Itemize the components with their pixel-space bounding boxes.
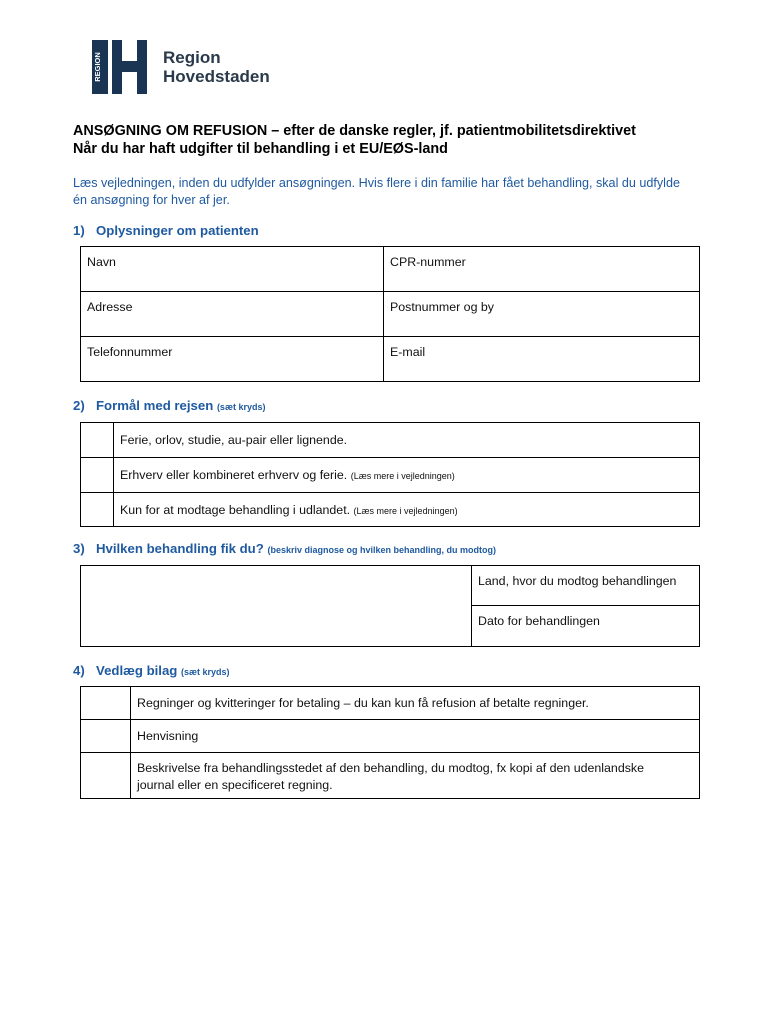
- purpose-label: Ferie, orlov, studie, au-pair eller lignende.: [120, 433, 348, 447]
- land-field[interactable]: [472, 566, 700, 606]
- purpose-note: (Læs mere i vejledningen): [353, 506, 458, 516]
- postnummer-field[interactable]: [384, 292, 700, 337]
- purpose-checkbox-erhverv[interactable]: [81, 458, 114, 493]
- section2-title: Formål med rejsen: [96, 398, 214, 413]
- attachment-checkbox-henvisning[interactable]: [81, 720, 131, 753]
- attachments-table: [80, 686, 700, 799]
- section1-heading: [73, 223, 259, 238]
- section4-note: (sæt kryds): [181, 667, 230, 677]
- page-title: [73, 122, 636, 158]
- attachment-label: Henvisning: [137, 729, 199, 743]
- section2-heading: [73, 398, 265, 413]
- dato-label: Dato for behandlingen: [478, 614, 600, 628]
- attachment-item-regninger: [131, 687, 700, 720]
- attachment-label: Beskrivelse fra behandlingsstedet af den behandling, du modtog, fx kopi af den udenlandske: [137, 761, 644, 775]
- patient-info-table: [80, 246, 700, 382]
- purpose-option-ferie: [114, 423, 700, 458]
- logo-line2: Hovedstaden: [163, 67, 270, 86]
- purpose-label: Erhverv eller kombineret erhverv og ferie.: [120, 468, 348, 482]
- attachment-checkbox-regninger[interactable]: [81, 687, 131, 720]
- navn-label: Navn: [87, 255, 116, 269]
- logo-vertical-text: REGION: [93, 52, 102, 82]
- purpose-checkbox-behandling[interactable]: [81, 493, 114, 527]
- adresse-label: Adresse: [87, 300, 133, 314]
- attachment-label: Regninger og kvitteringer for betaling – du kan kun få refusion af betalte regninger.: [137, 696, 589, 710]
- region-hovedstaden-logo: [92, 40, 272, 94]
- title-line1: ANSØGNING OM REFUSION – efter de danske regler, jf. patientmobilitetsdirektivet: [73, 123, 636, 139]
- email-field[interactable]: [384, 337, 700, 382]
- section3-number: 3): [73, 541, 85, 556]
- title-line2: Når du har haft udgifter til behandling i et EU/EØS-land: [73, 141, 448, 157]
- attachment-label-cont: journal eller en specificeret regning.: [137, 778, 333, 792]
- section3-heading: [73, 541, 496, 556]
- attachment-item-beskrivelse: [131, 753, 700, 799]
- cpr-label: CPR-nummer: [390, 255, 466, 269]
- attachment-item-henvisning: [131, 720, 700, 753]
- navn-field[interactable]: [81, 247, 384, 292]
- section4-heading: [73, 663, 230, 678]
- purpose-option-behandling: [114, 493, 700, 527]
- postnummer-label: Postnummer og by: [390, 300, 494, 314]
- logo-line1: Region: [163, 48, 221, 67]
- section2-note: (sæt kryds): [216, 402, 266, 412]
- purpose-note: (Læs mere i vejledningen): [350, 471, 455, 481]
- email-label: E-mail: [390, 345, 426, 359]
- section3-title: Hvilken behandling fik du?: [96, 541, 264, 556]
- intro-text: Læs vejledningen, inden du udfylder ansøgningen. Hvis flere i din familie har fået behandling, skal du udfylde én ansøgning for hver af jer.: [73, 176, 680, 207]
- logo-wordmark: [163, 48, 270, 86]
- purpose-option-erhverv: [114, 458, 700, 493]
- section1-title: Oplysninger om patienten: [96, 223, 259, 238]
- region-h-logo-icon: [92, 40, 147, 94]
- dato-field[interactable]: [472, 606, 700, 647]
- telefon-label: Telefonnummer: [87, 345, 173, 359]
- section1-number: 1): [73, 223, 85, 238]
- telefon-field[interactable]: [81, 337, 384, 382]
- purpose-checkbox-ferie[interactable]: [81, 423, 114, 458]
- adresse-field[interactable]: [81, 292, 384, 337]
- land-label: Land, hvor du modtog behandlingen: [478, 574, 677, 588]
- section2-number: 2): [73, 398, 85, 413]
- treatment-description-field[interactable]: [81, 566, 472, 647]
- purpose-label: Kun for at modtage behandling i udlandet.: [120, 503, 351, 517]
- section4-number: 4): [73, 663, 85, 678]
- section3-note: (beskriv diagnose og hvilken behandling, du modtog): [267, 545, 496, 555]
- section4-title: Vedlæg bilag: [96, 663, 178, 678]
- attachment-checkbox-beskrivelse[interactable]: [81, 753, 131, 799]
- travel-purpose-table: [80, 422, 700, 527]
- cpr-field[interactable]: [384, 247, 700, 292]
- treatment-table: [80, 565, 700, 647]
